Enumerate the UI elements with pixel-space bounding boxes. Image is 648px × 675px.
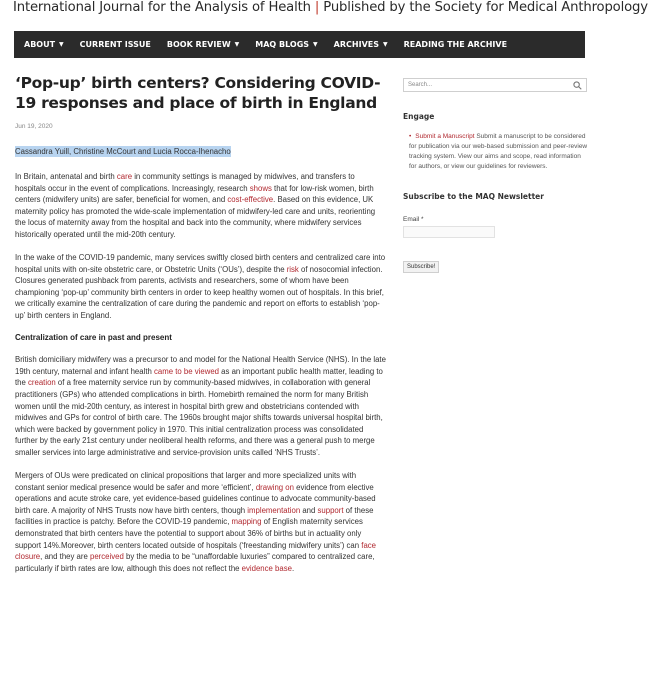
chevron-down-icon: ▼ [313, 41, 318, 48]
paragraph-text: In the wake of the COVID-19 pandemic, many services swiftly closed birth centers and centralized care into hospital units with on-site obstetric care, or Obstetric Units (‘OUs’), despite the [15, 253, 386, 274]
email-field[interactable] [403, 226, 495, 238]
article-authors: Cassandra Yuill, Christine McCourt and Lucia Rocca-Ihenacho [15, 147, 231, 156]
paragraph-text: and [300, 505, 318, 515]
main-nav [14, 31, 585, 58]
masthead [13, 0, 648, 20]
article-paragraph [15, 252, 387, 322]
article-title: ‘Pop-up’ birth centers? Considering COVID-19 responses and place of birth in England [15, 74, 381, 112]
article-paragraph [15, 171, 387, 241]
inline-link[interactable]: shows [249, 183, 272, 193]
inline-link[interactable]: risk [286, 264, 299, 274]
paragraph-text: of English maternity services demonstrated that birth centers have the potential to support about 36% of births but in actuality only support 14%.Moreover, birth centers located outside of hospitals (‘freestanding midwifery units’) can [15, 517, 363, 550]
nav-item-label: CURRENT ISSUE [79, 40, 151, 49]
submit-manuscript-item [403, 132, 588, 172]
nav-item-label: BOOK REVIEW [166, 40, 231, 49]
chevron-down-icon: ▼ [59, 41, 64, 48]
chevron-down-icon: ▼ [382, 41, 388, 48]
submit-manuscript-link[interactable]: Submit a Manuscript [415, 133, 475, 140]
paragraph-text: in community settings is managed by midwives, and transfers to hospitals occur in the event of complications. Increasingly, research [15, 172, 355, 193]
article-paragraph [15, 470, 387, 574]
nav-item-maq-blogs[interactable] [255, 40, 317, 49]
article-date: Jun 19, 2020 [15, 123, 53, 130]
search-input[interactable] [403, 78, 587, 92]
inline-link[interactable]: perceived [90, 552, 124, 562]
search-placeholder: Search... [408, 82, 433, 88]
inline-link[interactable]: drawing on [255, 482, 294, 492]
paragraph-text: . [291, 563, 295, 573]
article-paragraph [15, 354, 387, 458]
inline-link[interactable]: mapping [231, 517, 262, 527]
masthead-separator: | [314, 0, 320, 15]
inline-link[interactable]: evidence base [241, 563, 292, 573]
engage-heading: Engage [403, 112, 435, 121]
inline-link[interactable]: creation [28, 378, 56, 388]
inline-link[interactable]: care [116, 172, 133, 181]
paragraph-text: of nosocomial infection. Closures generated pushback from parents, activists and researchers, some of whom have been championing ‘pop-up’ community birth centers in order to keep healthy women out of hospitals. In this brief, we critically examine the centralization of care during the pandemic and report on efforts to establish ‘pop-up’ birth centers in England. [15, 264, 384, 321]
email-label: Email * [403, 216, 424, 223]
paragraph-text: that for low-risk women, birth centers (midwifery units) are safer, beneficial for women, and [15, 183, 374, 205]
paragraph-text: , and they are [40, 552, 90, 562]
nav-item-reading-the-archive[interactable] [404, 40, 507, 49]
paragraph-text: evidence from elective operations and acute stroke care, yet evidence-based guidelines continue to advocate community-based birth care. A majority of NHS Trusts now have birth centers, though [15, 482, 376, 515]
inline-link[interactable]: support [317, 505, 344, 515]
paragraph-text: of these facilities in practice is patchy. Before the COVID-19 pandemic, [15, 505, 374, 527]
section-heading: Centralization of care in past and present [15, 333, 172, 343]
nav-item-about[interactable] [24, 40, 64, 49]
paragraph-text: by the media to be “unaffordable luxuries” compared to centralized care, particularly if birth rates are low, although this does not reflect the [15, 552, 375, 573]
nav-item-label: MAQ BLOGS [255, 40, 310, 49]
publisher-name: Published by the Society for Medical Anthropology [323, 0, 648, 15]
inline-link[interactable]: implementation [247, 505, 301, 515]
nav-item-label: ABOUT [24, 40, 56, 49]
nav-item-archives[interactable] [334, 40, 388, 49]
nav-item-label: ARCHIVES [333, 40, 379, 49]
inline-link[interactable]: came to be viewed [154, 366, 220, 376]
chevron-down-icon: ▼ [234, 41, 240, 48]
nav-item-label: READING THE ARCHIVE [403, 40, 508, 49]
inline-link[interactable]: face closure [15, 540, 377, 562]
submit-manuscript-text: Submit a manuscript to be considered for publication via our web-based submission and peer-review tracking system. View our aims and scope, read information for authors, or view our guidelines for reviewers. [409, 133, 588, 170]
nav-item-book-review[interactable] [167, 40, 239, 49]
inline-link[interactable]: cost-effective [227, 195, 274, 205]
nav-item-current-issue[interactable] [80, 40, 151, 49]
paragraph-text: of a free maternity service run by community-based midwives, in collaboration with general practitioners (GPs) who attended complications in birth. Homebirth remained the norm for many British women until the mid-20th century, as interest in hospital birth grew and obstetricians contended with midwives and GPs for control of birth care. The 1960s brought major shifts towards universal hospital birth, which were backed by government policy in 1970. This initial centralization process was consolidated further by the early 21st century under neoliberal health reforms, and there was a general push to merge smaller services into large administrative and service-provision units called ‘NHS Trusts’. [15, 378, 383, 457]
article-body [15, 171, 387, 574]
paragraph-text: . Based on this evidence, UK maternity policy has promoted the wide-scale implementation of midwifery-led care and units, reorienting the locus of maternity away from the hospital and back into the community, where midwifery services historically operated until the mid-20th century. [15, 195, 376, 239]
bullet-icon: • [409, 133, 412, 140]
subscribe-heading: Subscribe to the MAQ Newsletter [403, 192, 544, 201]
sidebar [403, 78, 588, 273]
paragraph-text: as an important public health matter, leading to the [15, 366, 383, 388]
search-icon[interactable] [573, 81, 582, 90]
article [15, 73, 387, 586]
paragraph-text: British domiciliary midwifery was a precursor to and model for the National Health Service (NHS). In the late 19th century, maternal and infant health [15, 355, 386, 376]
paragraph-text: In Britain, antenatal and birth [15, 172, 117, 181]
journal-name: International Journal for the Analysis of Health [13, 0, 311, 15]
subscribe-button[interactable]: Subscribe! [403, 261, 439, 273]
paragraph-text: Mergers of OUs were predicated on clinical propositions that larger and more specialized units with constant senior medical presence would be safer and more ‘efficient’, [15, 470, 357, 492]
